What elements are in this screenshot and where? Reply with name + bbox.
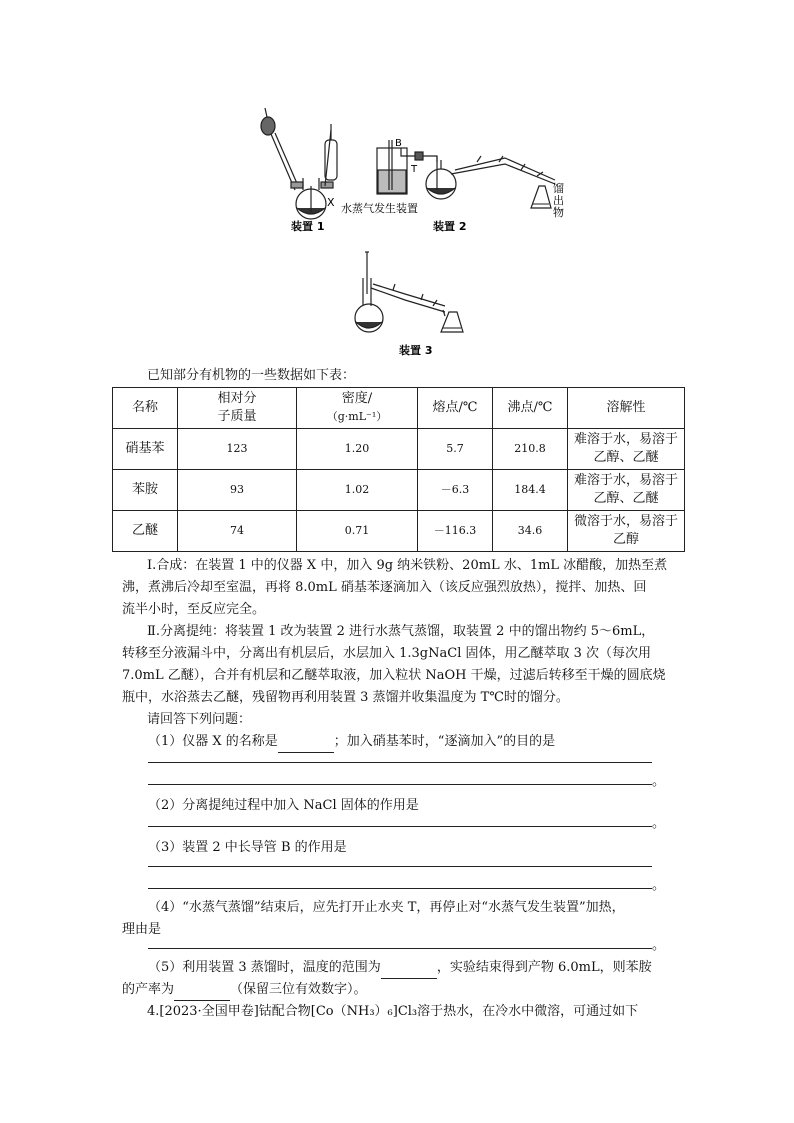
answer-blank-q1a[interactable] [278, 732, 334, 753]
cell-bp: 34.6 [493, 511, 568, 552]
cell-density: 1.02 [297, 470, 418, 511]
cell-density: 1.20 [297, 429, 418, 470]
th-name: 名称 [113, 388, 178, 429]
q2-line: （2）分离提纯过程中加入 NaCl 固体的作用是 [148, 798, 419, 813]
caption-apparatus-1: 装置 1 [291, 220, 325, 233]
cell-bp: 184.4 [493, 470, 568, 511]
table-header-row [113, 388, 685, 429]
cell-mp: 5.7 [418, 429, 493, 470]
para1-line3: 流半小时，至反应完全。 [122, 602, 266, 617]
table-row [113, 470, 685, 511]
cell-density: 0.71 [297, 511, 418, 552]
answer-line-q1-1[interactable] [148, 762, 652, 763]
para2-line2: 转移至分液漏斗中，分离出有机层后，水层加入 1.3gNaCl 固体，用乙醚萃取 3 次（每次用 [122, 646, 652, 661]
cell-mass: 123 [178, 429, 297, 470]
answer-blank-q5b[interactable] [174, 980, 230, 1001]
q1-line: （1）仪器 X 的名称是 ；加入硝基苯时，“逐滴加入”的目的是 [148, 732, 555, 753]
cell-name: 硝基苯 [113, 429, 178, 470]
q4-end-mark: 。 [652, 938, 666, 953]
cell-mp: －6.3 [418, 470, 493, 511]
apparatus-figure [255, 100, 575, 240]
caption-apparatus-3: 装置 3 [399, 344, 433, 357]
th-bp: 沸点/℃ [493, 388, 568, 429]
para1-line2: 沸，煮沸后冷却至室温，再将 8.0mL 硝基苯逐滴加入（该反应强烈放热），搅拌、加热、回 [122, 580, 647, 595]
q4-line2: 理由是 [122, 922, 162, 937]
q2-end-mark: 。 [652, 816, 666, 831]
th-solubility: 溶解性 [568, 388, 685, 429]
data-table [112, 387, 685, 552]
cell-name: 乙醚 [113, 511, 178, 552]
b-label: B [395, 138, 402, 149]
th-density: 密度/ （g·mL⁻¹） [297, 388, 418, 429]
answer-line-q1-2[interactable] [148, 784, 652, 785]
answer-line-q2[interactable] [148, 826, 652, 827]
distillate-char-2: 出 [553, 194, 564, 207]
cell-mass: 74 [178, 511, 297, 552]
answer-blank-q5a[interactable] [381, 958, 437, 979]
q5-line2: 的产率为 （保留三位有效数字）。 [122, 980, 367, 1001]
caption-apparatus-2: 装置 2 [433, 220, 467, 233]
para2-line4: 瓶中，水浴蒸去乙醚，残留物再利用装置 3 蒸馏并收集温度为 T℃时的馏分。 [122, 690, 569, 705]
answer-line-q4[interactable] [148, 948, 652, 949]
answer-line-q3-1[interactable] [148, 866, 652, 867]
q4-line1: （4）“水蒸气蒸馏”结束后，应先打开止水夹 T，再停止对“水蒸气发生装置”加热， [148, 900, 625, 915]
steam-generator-label: 水蒸气发生装置 [341, 202, 418, 215]
distillate-char-1: 馏 [553, 182, 564, 195]
th-mass: 相对分 子质量 [178, 388, 297, 429]
cell-bp: 210.8 [493, 429, 568, 470]
apparatus-3-figure [345, 248, 475, 358]
answer-line-q3-2[interactable] [148, 888, 652, 889]
table-intro: 已知部分有机物的一些数据如下表： [147, 368, 356, 383]
cell-name: 苯胺 [113, 470, 178, 511]
questions-intro: 请回答下列问题： [147, 712, 252, 727]
distillate-char-3: 物 [553, 206, 564, 219]
th-mp: 熔点/℃ [418, 388, 493, 429]
cell-solubility: 难溶于水，易溶于 乙醇、乙醚 [568, 429, 685, 470]
table-row [113, 511, 685, 552]
cell-mp: －116.3 [418, 511, 493, 552]
para1-line1: Ⅰ.合成：在装置 1 中的仪器 X 中，加入 9g 纳米铁粉、20mL 水、1mL 冰醋酸，加热至煮 [147, 558, 668, 573]
cell-mass: 93 [178, 470, 297, 511]
next-question: 4.[2023·全国甲卷]钴配合物[Co（NH₃）₆]Cl₃溶于热水，在冷水中微溶，可通过如下 [147, 1004, 639, 1019]
t-label: T [411, 164, 418, 175]
q1-end-mark: 。 [652, 774, 666, 789]
q3-line: （3）装置 2 中长导管 B 的作用是 [148, 840, 347, 855]
q5-line1: （5）利用装置 3 蒸馏时，温度的范围为 ，实验结束得到产物 6.0mL，则苯胺 [148, 958, 652, 979]
q3-end-mark: 。 [652, 878, 666, 893]
para2-line3: 7.0mL 乙醚），合并有机层和乙醚萃取液，加入粒状 NaOH 干燥，过滤后转移至干燥的圆底烧 [122, 668, 666, 683]
cell-solubility: 难溶于水，易溶于 乙醇、乙醚 [568, 470, 685, 511]
x-label: X [327, 196, 335, 209]
para2-line1: Ⅱ.分离提纯：将装置 1 改为装置 2 进行水蒸气蒸馏，取装置 2 中的馏出物约 5～6mL， [147, 624, 655, 639]
cell-solubility: 微溶于水，易溶于 乙醇 [568, 511, 685, 552]
table-row [113, 429, 685, 470]
